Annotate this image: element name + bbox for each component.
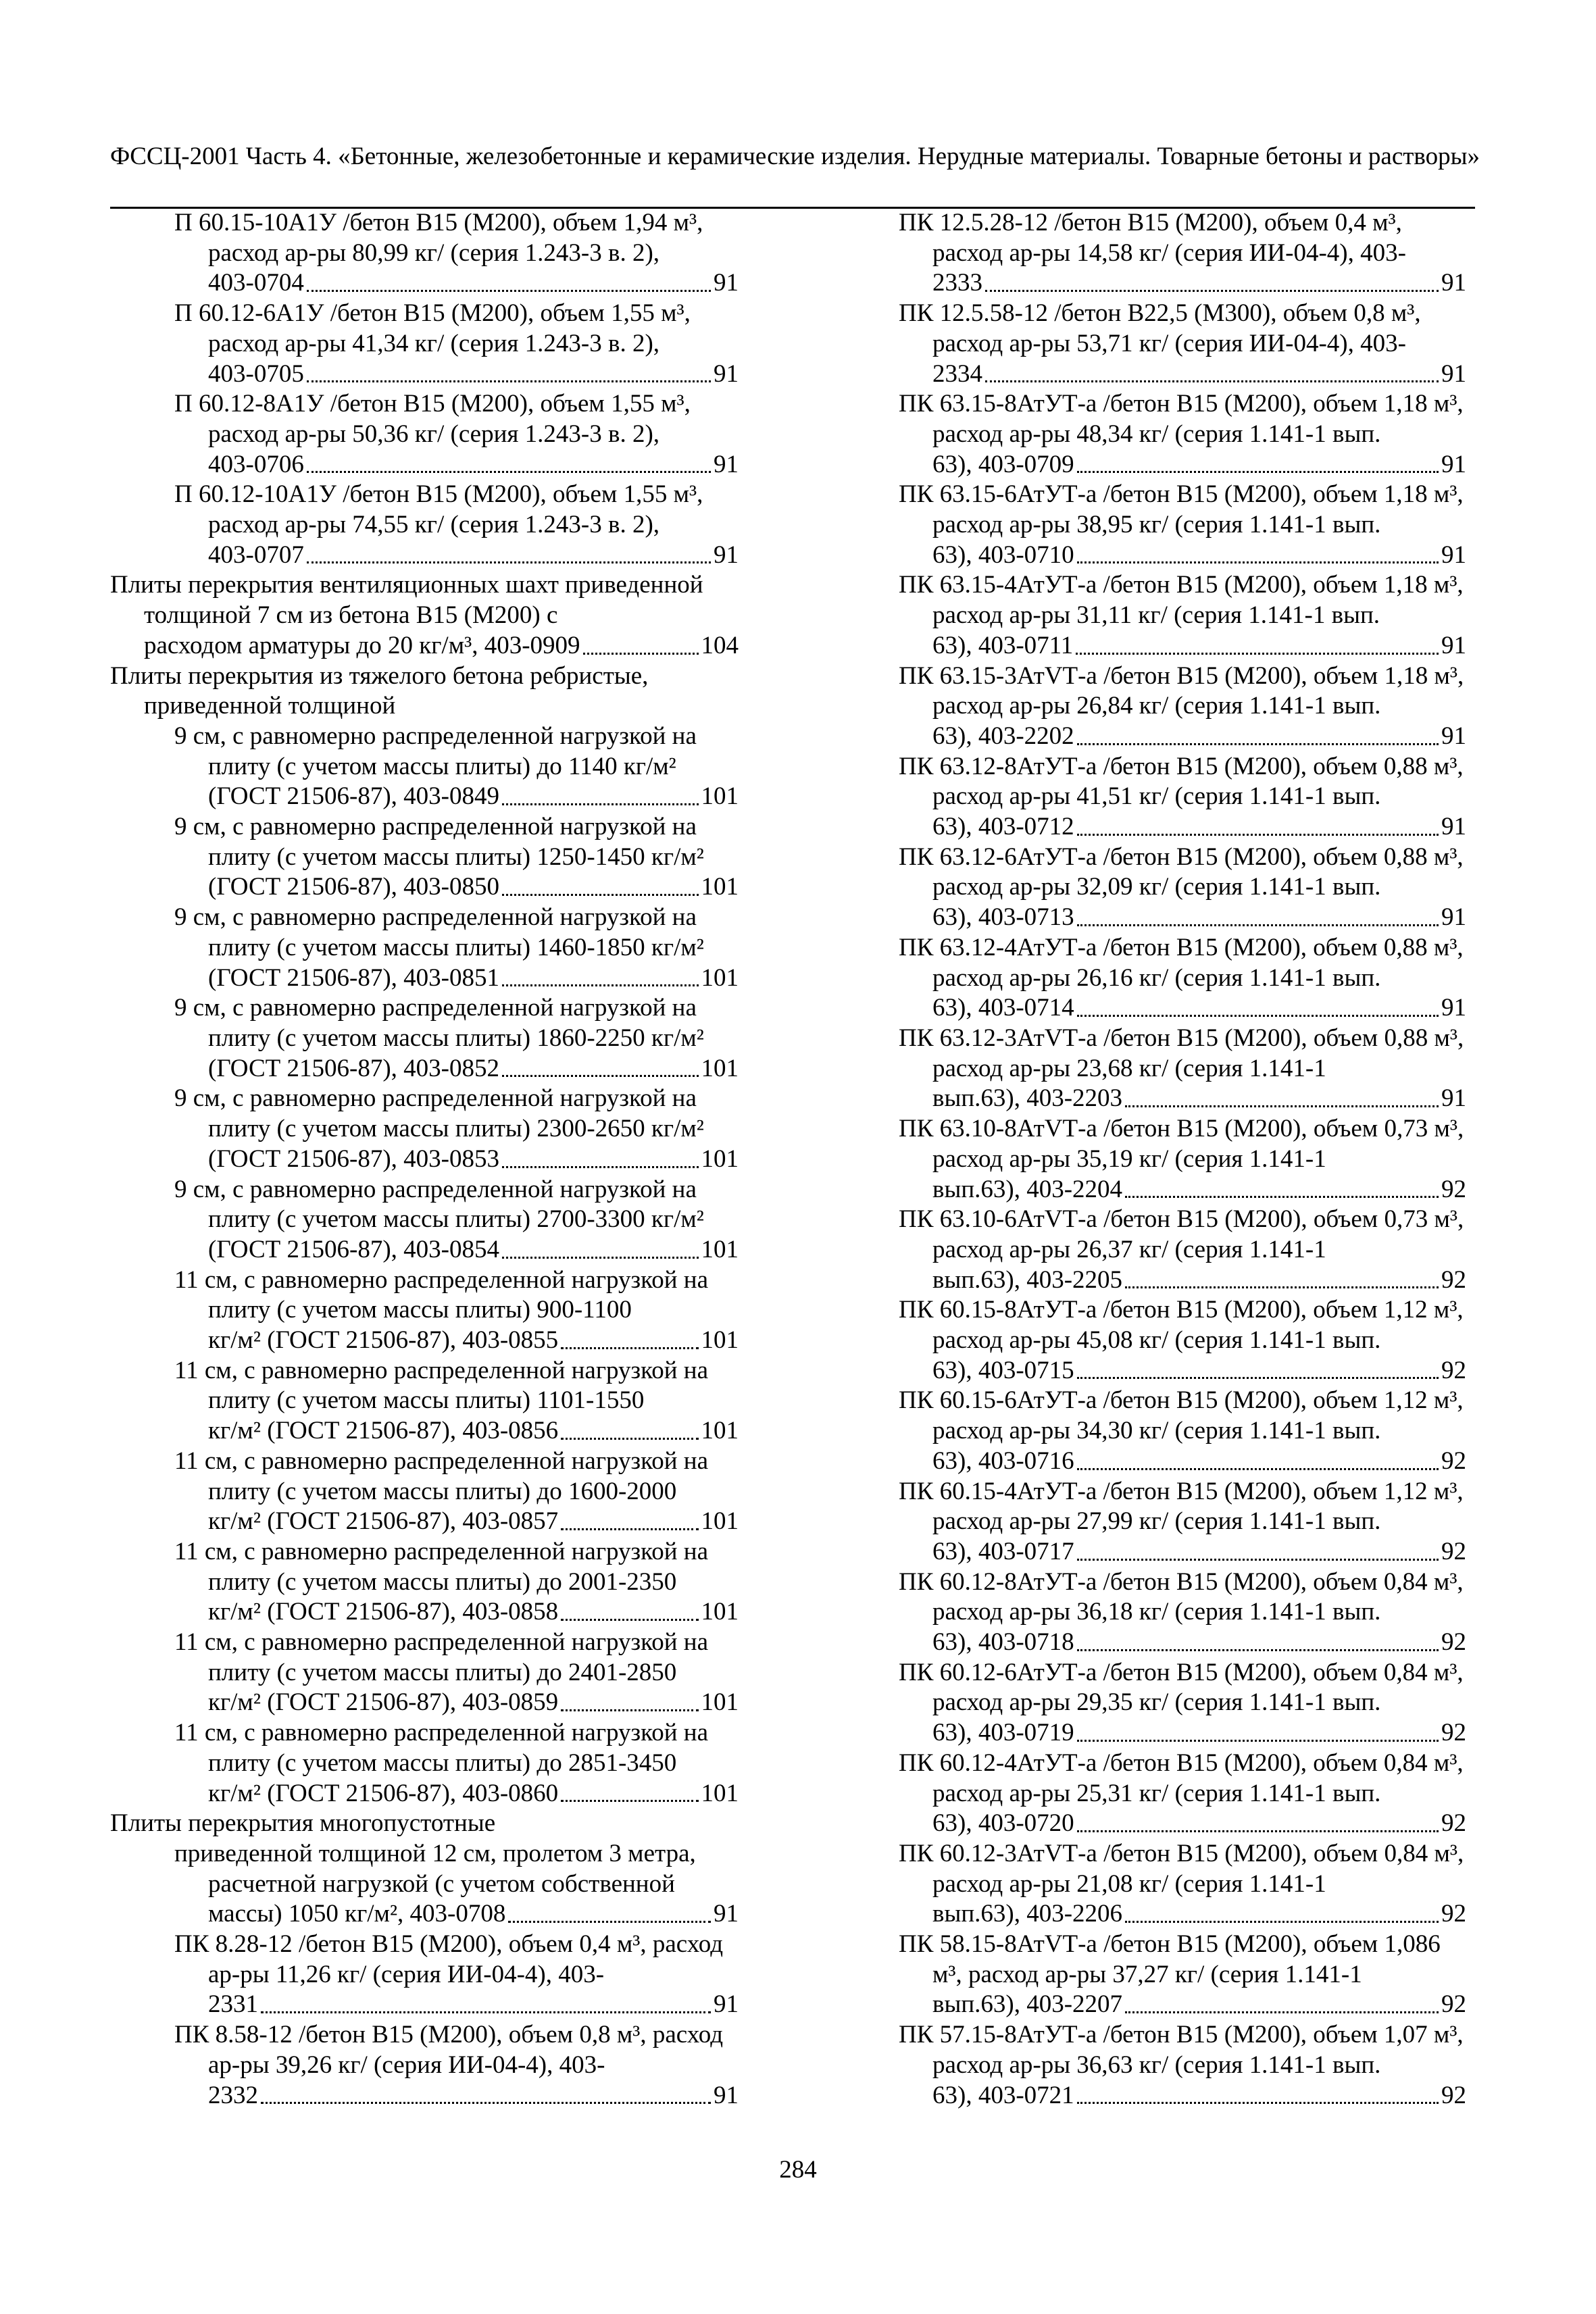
entry-page-ref: 91 <box>1441 722 1466 750</box>
entry-page-ref: 104 <box>701 631 739 659</box>
entry-text: ПК 60.12-3АтVТ-а /бетон В15 (М200), объем 0,84 м³, расход ар-ры 21,08 кг/ (серия 1.141-1 <box>899 1839 1464 1898</box>
entry-page-ref: 101 <box>701 782 739 811</box>
entry-code: 63), 403-0711 <box>932 631 1074 659</box>
dot-leader <box>561 1438 698 1440</box>
index-entry <box>899 1567 1466 1658</box>
entry-leader-line <box>208 1507 739 1537</box>
entry-page-ref: 92 <box>1441 1900 1466 1928</box>
entry-text: ПК 8.28-12 /бетон В15 (М200), объем 0,4 м³, расход ар-ры 11,26 кг/ (серия ИИ-04-4), 403- <box>174 1930 724 1988</box>
index-entry <box>110 1447 739 1537</box>
entry-text: ПК 12.5.58-12 /бетон В22,5 (М300), объем 0,8 м³, расход ар-ры 53,71 кг/ (серия ИИ-04-4), 403- <box>899 299 1421 357</box>
entry-code: 63), 403-0714 <box>932 994 1074 1022</box>
entry-leader-line <box>932 812 1466 842</box>
entry-leader-line <box>932 2081 1466 2111</box>
entry-leader-line <box>208 1597 739 1628</box>
entry-text: ПК 60.12-4АтУТ-а /бетон В15 (М200), объем 0,84 м³, расход ар-ры 25,31 кг/ (серия 1.141-1 вып. <box>899 1749 1464 1807</box>
entry-page-ref: 101 <box>701 1598 739 1626</box>
entry-leader-line <box>932 1718 1466 1749</box>
entry-text: ПК 63.15-8АтУТ-а /бетон В15 (М200), объем 1,18 м³, расход ар-ры 48,34 кг/ (серия 1.141-1 вып. <box>899 390 1464 448</box>
index-entry <box>110 1809 739 1839</box>
index-entry <box>899 208 1466 299</box>
entry-leader-line <box>208 1899 739 1930</box>
entry-page-ref: 91 <box>1441 631 1466 659</box>
entry-code: вып.63), 403-2205 <box>932 1265 1123 1294</box>
entry-leader-line <box>208 1990 739 2020</box>
entry-page-ref: 91 <box>1441 994 1466 1022</box>
index-entry <box>899 1386 1466 1476</box>
entry-leader-line <box>932 1356 1466 1386</box>
page-number: 284 <box>779 2156 817 2184</box>
dot-leader <box>307 561 711 563</box>
index-entry <box>899 480 1466 570</box>
entry-page-ref: 101 <box>701 1145 739 1173</box>
entry-text: 11 см, с равномерно распределенной нагрузкой на плиту (с учетом массы плиты) до 2851-3450 <box>174 1719 709 1777</box>
entry-code: 63), 403-0713 <box>932 903 1074 932</box>
entry-leader-line <box>932 1175 1466 1205</box>
entry-code: 63), 403-0721 <box>932 2081 1074 2109</box>
entry-text: П 60.15-10А1У /бетон В15 (М200), объем 1,94 м³, расход ар-ры 80,99 кг/ (серия 1.243-3 в. 2), <box>174 209 703 267</box>
entry-page-ref: 92 <box>1441 2081 1466 2109</box>
entry-leader-line <box>932 903 1466 933</box>
entry-text: П 60.12-8А1У /бетон В15 (М200), объем 1,55 м³, расход ар-ры 50,36 кг/ (серия 1.243-3 в. 2), <box>174 390 691 448</box>
entry-leader-line <box>932 540 1466 571</box>
dot-leader <box>307 380 711 382</box>
index-entry <box>899 389 1466 480</box>
index-entry <box>110 299 739 389</box>
entry-page-ref: 101 <box>701 963 739 992</box>
dot-leader <box>1077 1468 1439 1470</box>
entry-text: 9 см, с равномерно распределенной нагрузкой на плиту (с учетом массы плиты) 2300-2650 кг/м² <box>174 1084 704 1143</box>
header-title: ФССЦ-2001 Часть 4. «Бетонные, железобетонные и керамические изделия. Нерудные материалы. Товарные бетоны и растворы» <box>110 143 1480 170</box>
entry-text: ПК 60.15-6АтУТ-а /бетон В15 (М200), объем 1,12 м³, расход ар-ры 34,30 кг/ (серия 1.141-1 вып. <box>899 1386 1464 1445</box>
index-entry <box>899 1839 1466 1930</box>
entry-text: 9 см, с равномерно распределенной нагрузкой на плиту (с учетом массы плиты) 2700-3300 кг/м² <box>174 1175 704 1234</box>
dot-leader <box>561 1709 698 1711</box>
entry-leader-line <box>932 993 1466 1024</box>
entry-page-ref: 91 <box>714 359 739 388</box>
entry-leader-line <box>932 1084 1466 1114</box>
index-entry <box>110 993 739 1084</box>
entry-page-ref: 91 <box>714 1900 739 1928</box>
index-column-left <box>110 208 739 2111</box>
entry-leader-line <box>144 631 739 661</box>
dot-leader <box>985 290 1439 292</box>
dot-leader <box>261 2011 711 2013</box>
entry-text: ПК 60.15-4АтУТ-а /бетон В15 (М200), объем 1,12 м³, расход ар-ры 27,99 кг/ (серия 1.141-1 вып. <box>899 1477 1464 1536</box>
dot-leader <box>502 984 699 986</box>
entry-page-ref: 91 <box>1441 903 1466 932</box>
entry-text: 11 см, с равномерно распределенной нагрузкой на плиту (с учетом массы плиты) 900-1100 <box>174 1265 709 1324</box>
entry-text: ПК 63.12-4АтУТ-а /бетон В15 (М200), объем 0,88 м³, расход ар-ры 26,16 кг/ (серия 1.141-1 вып. <box>899 933 1464 992</box>
entry-leader-line <box>208 1145 739 1175</box>
entry-text: приведенной толщиной 12 см, пролетом 3 метра, расчетной нагрузкой (с учетом собственной <box>174 1839 696 1898</box>
index-entry <box>110 1718 739 1809</box>
entry-page-ref: 91 <box>714 269 739 297</box>
entry-code: 63), 403-0710 <box>932 540 1074 569</box>
index-entry <box>110 1628 739 1718</box>
entry-text: 11 см, с равномерно распределенной нагрузкой на плиту (с учетом массы плиты) 1101-1550 <box>174 1356 709 1415</box>
index-entry <box>110 812 739 903</box>
index-entry <box>110 1084 739 1174</box>
entry-leader-line <box>932 359 1466 390</box>
entry-page-ref: 101 <box>701 1417 739 1445</box>
entry-leader-line <box>932 1447 1466 1477</box>
dot-leader <box>561 1528 698 1530</box>
entry-code: (ГОСТ 21506-87), 403-0849 <box>208 782 499 811</box>
entry-leader-line <box>932 1899 1466 1930</box>
entry-text: ПК 63.15-3АтVТ-а /бетон В15 (М200), объем 1,18 м³, расход ар-ры 26,84 кг/ (серия 1.141-1 вып. <box>899 661 1464 720</box>
index-entry <box>110 1930 739 2020</box>
dot-leader <box>1077 1559 1439 1561</box>
entry-leader-line <box>208 540 739 571</box>
entry-text: Плиты перекрытия из тяжелого бетона ребристые, приведенной толщиной <box>110 661 649 720</box>
entry-page-ref: 92 <box>1441 1175 1466 1203</box>
dot-leader <box>1125 2011 1439 2013</box>
entry-code: 2331 <box>208 1990 258 2019</box>
entry-leader-line <box>208 872 739 903</box>
entry-code: 63), 403-0719 <box>932 1719 1074 1747</box>
index-entry <box>110 903 739 993</box>
dot-leader <box>307 290 711 292</box>
dot-leader <box>502 1166 699 1168</box>
entry-page-ref: 101 <box>701 1326 739 1355</box>
entry-code: кг/м² (ГОСТ 21506-87), 403-0855 <box>208 1326 559 1355</box>
index-column-right <box>899 208 1466 2111</box>
entry-code: 403-0705 <box>208 359 304 388</box>
entry-text: Плиты перекрытия многопустотные <box>110 1809 496 1838</box>
index-entry <box>899 299 1466 389</box>
entry-code: 63), 403-0717 <box>932 1537 1074 1565</box>
entry-text: ПК 63.12-3АтVТ-а /бетон В15 (М200), объем 0,88 м³, расход ар-ры 23,68 кг/ (серия 1.141-1 <box>899 1024 1464 1082</box>
entry-code: кг/м² (ГОСТ 21506-87), 403-0856 <box>208 1417 559 1445</box>
entry-code: 2334 <box>932 359 982 388</box>
entry-code: кг/м² (ГОСТ 21506-87), 403-0858 <box>208 1598 559 1626</box>
entry-page-ref: 91 <box>1441 540 1466 569</box>
entry-code: 63), 403-0718 <box>932 1628 1074 1657</box>
entry-code: (ГОСТ 21506-87), 403-0852 <box>208 1054 499 1082</box>
entry-leader-line <box>932 1809 1466 1839</box>
entry-page-ref: 92 <box>1441 1537 1466 1565</box>
entry-text: ПК 63.12-8АтУТ-а /бетон В15 (М200), объем 0,88 м³, расход ар-ры 41,51 кг/ (серия 1.141-1 вып. <box>899 752 1464 811</box>
dot-leader <box>1077 561 1439 563</box>
dot-leader <box>583 653 699 655</box>
entry-code: вып.63), 403-2204 <box>932 1175 1123 1203</box>
dot-leader <box>307 471 711 473</box>
dot-leader <box>1077 1740 1439 1742</box>
entry-leader-line <box>208 268 739 299</box>
dot-leader <box>1077 743 1439 745</box>
entry-code: кг/м² (ГОСТ 21506-87), 403-0860 <box>208 1779 559 1807</box>
entry-page-ref: 91 <box>714 1990 739 2019</box>
entry-code: кг/м² (ГОСТ 21506-87), 403-0857 <box>208 1507 559 1536</box>
entry-code: 63), 403-0720 <box>932 1809 1074 1838</box>
dot-leader <box>1077 1015 1439 1017</box>
entry-page-ref: 92 <box>1441 1447 1466 1475</box>
entry-page-ref: 91 <box>1441 269 1466 297</box>
entry-leader-line <box>208 2081 739 2111</box>
entry-page-ref: 91 <box>714 2081 739 2109</box>
dot-leader <box>1077 2102 1439 2104</box>
index-entry <box>899 842 1466 933</box>
entry-leader-line <box>208 1688 739 1718</box>
entry-page-ref: 91 <box>1441 813 1466 841</box>
entry-page-ref: 91 <box>714 450 739 478</box>
dot-leader <box>1077 1830 1439 1832</box>
entry-text: ПК 8.58-12 /бетон В15 (М200), объем 0,8 м³, расход ар-ры 39,26 кг/ (серия ИИ-04-4), 403- <box>174 2021 724 2079</box>
entry-page-ref: 91 <box>1441 359 1466 388</box>
dot-leader <box>1125 1921 1439 1923</box>
entry-leader-line <box>208 450 739 480</box>
page-header <box>110 141 1502 173</box>
entry-page-ref: 92 <box>1441 1356 1466 1384</box>
entry-text: 9 см, с равномерно распределенной нагрузкой на плиту (с учетом массы плиты) 1460-1850 кг/м² <box>174 903 704 961</box>
entry-text: П 60.12-10А1У /бетон В15 (М200), объем 1,55 м³, расход ар-ры 74,55 кг/ (серия 1.243-3 в. 2), <box>174 480 703 539</box>
entry-leader-line <box>932 1537 1466 1567</box>
entry-page-ref: 101 <box>701 1235 739 1263</box>
entry-leader-line <box>932 631 1466 661</box>
dot-leader <box>1125 1105 1439 1107</box>
entry-code: (ГОСТ 21506-87), 403-0850 <box>208 873 499 901</box>
index-entry <box>110 480 739 570</box>
entry-leader-line <box>932 1265 1466 1296</box>
entry-code: 63), 403-2202 <box>932 722 1074 750</box>
entry-code: 63), 403-0715 <box>932 1356 1074 1384</box>
entry-code: 63), 403-0716 <box>932 1447 1074 1475</box>
entry-text: ПК 63.10-6АтVТ-а /бетон В15 (М200), объем 0,73 м³, расход ар-ры 26,37 кг/ (серия 1.141-1 <box>899 1205 1464 1263</box>
index-entry <box>899 1295 1466 1386</box>
index-entry <box>110 208 739 299</box>
entry-page-ref: 101 <box>701 1507 739 1536</box>
entry-page-ref: 101 <box>701 1054 739 1082</box>
index-entry <box>899 1114 1466 1205</box>
entry-code: 63), 403-0712 <box>932 813 1074 841</box>
entry-page-ref: 91 <box>1441 1084 1466 1113</box>
entry-text: ПК 57.15-8АтУТ-а /бетон В15 (М200), объем 1,07 м³, расход ар-ры 36,63 кг/ (серия 1.141-1 вып. <box>899 2021 1464 2079</box>
entry-text: ПК 63.15-6АтУТ-а /бетон В15 (М200), объем 1,18 м³, расход ар-ры 38,95 кг/ (серия 1.141-1 вып. <box>899 480 1464 539</box>
entry-page-ref: 101 <box>701 873 739 901</box>
entry-text: ПК 60.12-8АтУТ-а /бетон В15 (М200), объем 0,84 м³, расход ар-ры 36,18 кг/ (серия 1.141-1 вып. <box>899 1567 1464 1626</box>
index-entry <box>110 1356 739 1447</box>
index-entry <box>899 1205 1466 1295</box>
entry-leader-line <box>208 1326 739 1356</box>
entry-page-ref: 91 <box>714 540 739 569</box>
entry-text: ПК 63.10-8АтVТ-а /бетон В15 (М200), объем 0,73 м³, расход ар-ры 35,19 кг/ (серия 1.141-1 <box>899 1115 1464 1173</box>
entry-code: 403-0707 <box>208 540 304 569</box>
entry-text: 9 см, с равномерно распределенной нагрузкой на плиту (с учетом массы плиты) 1860-2250 кг/м² <box>174 994 704 1052</box>
entry-leader-line <box>932 268 1466 299</box>
dot-leader <box>502 894 699 896</box>
index-entry <box>110 570 739 661</box>
index-entry <box>110 722 739 812</box>
entry-page-ref: 92 <box>1441 1719 1466 1747</box>
dot-leader <box>561 1619 698 1621</box>
entry-text: ПК 60.12-6АтУТ-а /бетон В15 (М200), объем 0,84 м³, расход ар-ры 29,35 кг/ (серия 1.141-1 вып. <box>899 1658 1464 1717</box>
index-entry <box>899 1024 1466 1114</box>
dot-leader <box>502 803 699 805</box>
dot-leader <box>1077 1649 1439 1651</box>
entry-leader-line <box>208 1054 739 1084</box>
entry-code: вып.63), 403-2207 <box>932 1990 1123 2019</box>
entry-leader-line <box>932 450 1466 480</box>
dot-leader <box>1125 1286 1439 1288</box>
entry-code: вып.63), 403-2206 <box>932 1900 1123 1928</box>
entry-leader-line <box>208 1235 739 1265</box>
entry-code: 2333 <box>932 269 982 297</box>
dot-leader <box>1077 471 1439 473</box>
entry-text: ПК 58.15-8АтVТ-а /бетон В15 (М200), объем 1,086 м³, расход ар-ры 37,27 кг/ (серия 1.141-1 <box>899 1930 1441 1988</box>
entry-code: (ГОСТ 21506-87), 403-0853 <box>208 1145 499 1173</box>
entry-text: ПК 12.5.28-12 /бетон В15 (М200), объем 0,4 м³, расход ар-ры 14,58 кг/ (серия ИИ-04-4), 403- <box>899 209 1406 267</box>
entry-leader-line <box>932 1990 1466 2020</box>
index-entry <box>899 1930 1466 2020</box>
dot-leader <box>1076 653 1439 655</box>
entry-text: ПК 60.15-8АтУТ-а /бетон В15 (М200), объем 1,12 м³, расход ар-ры 45,08 кг/ (серия 1.141-1 вып. <box>899 1296 1464 1355</box>
entry-text: 9 см, с равномерно распределенной нагрузкой на плиту (с учетом массы плиты) до 1140 кг/м² <box>174 722 697 780</box>
entry-page-ref: 92 <box>1441 1990 1466 2019</box>
entry-text: 11 см, с равномерно распределенной нагрузкой на плиту (с учетом массы плиты) до 2401-2850 <box>174 1628 709 1686</box>
entry-leader-line <box>932 722 1466 752</box>
dot-leader <box>985 380 1439 382</box>
entry-code: 2332 <box>208 2081 258 2109</box>
dot-leader <box>508 1921 711 1923</box>
index-entry <box>899 1749 1466 1839</box>
entry-leader-line <box>208 782 739 812</box>
index-entry <box>110 661 739 722</box>
index-entry <box>899 1477 1466 1567</box>
dot-leader <box>1125 1196 1439 1198</box>
entry-text: 9 см, с равномерно распределенной нагрузкой на плиту (с учетом массы плиты) 1250-1450 кг/м² <box>174 813 704 871</box>
entry-leader-line <box>208 1416 739 1447</box>
entry-leader-line <box>208 963 739 994</box>
index-entry <box>899 933 1466 1024</box>
dot-leader <box>1077 1377 1439 1379</box>
entry-code: 63), 403-0709 <box>932 450 1074 478</box>
index-entry <box>110 1175 739 1265</box>
index-entry <box>899 570 1466 661</box>
entry-page-ref: 101 <box>701 1779 739 1807</box>
entry-page-ref: 92 <box>1441 1809 1466 1838</box>
entry-page-ref: 92 <box>1441 1628 1466 1657</box>
entry-page-ref: 101 <box>701 1688 739 1717</box>
entry-code: (ГОСТ 21506-87), 403-0854 <box>208 1235 499 1263</box>
entry-text: П 60.12-6А1У /бетон В15 (М200), объем 1,55 м³, расход ар-ры 41,34 кг/ (серия 1.243-3 в. 2), <box>174 299 691 357</box>
dot-leader <box>561 1800 698 1802</box>
entry-page-ref: 91 <box>1441 450 1466 478</box>
index-entry <box>110 1265 739 1356</box>
entry-text: 11 см, с равномерно распределенной нагрузкой на плиту (с учетом массы плиты) до 2001-2350 <box>174 1537 709 1596</box>
entry-leader-line <box>932 1628 1466 1658</box>
index-entry <box>110 1537 739 1628</box>
entry-page-ref: 92 <box>1441 1265 1466 1294</box>
dot-leader <box>502 1075 699 1077</box>
dot-leader <box>502 1257 699 1259</box>
entry-leader-line <box>208 1779 739 1809</box>
dot-leader <box>561 1347 698 1349</box>
entry-code: 403-0704 <box>208 269 304 297</box>
entry-code: расходом арматуры до 20 кг/м³, 403-0909 <box>144 631 580 659</box>
index-entry <box>110 2020 739 2111</box>
index-entry <box>899 661 1466 752</box>
entry-code: кг/м² (ГОСТ 21506-87), 403-0859 <box>208 1688 559 1717</box>
dot-leader <box>1077 924 1439 926</box>
entry-leader-line <box>208 359 739 390</box>
entry-text: ПК 63.15-4АтУТ-а /бетон В15 (М200), объем 1,18 м³, расход ар-ры 31,11 кг/ (серия 1.141-1 вып. <box>899 571 1464 630</box>
entry-code: вып.63), 403-2203 <box>932 1084 1123 1113</box>
entry-text: 11 см, с равномерно распределенной нагрузкой на плиту (с учетом массы плиты) до 1600-2000 <box>174 1447 709 1505</box>
index-entry <box>110 389 739 480</box>
entry-text: Плиты перекрытия вентиляционных шахт приведенной толщиной 7 см из бетона В15 (М200) с <box>110 571 703 630</box>
index-entry <box>899 1658 1466 1749</box>
entry-code: массы) 1050 кг/м², 403-0708 <box>208 1900 506 1928</box>
index-entry <box>899 752 1466 842</box>
index-entry <box>899 2020 1466 2111</box>
entry-code: (ГОСТ 21506-87), 403-0851 <box>208 963 499 992</box>
dot-leader <box>261 2102 711 2104</box>
entry-text: ПК 63.12-6АтУТ-а /бетон В15 (М200), объем 0,88 м³, расход ар-ры 32,09 кг/ (серия 1.141-1 вып. <box>899 842 1464 901</box>
index-entry <box>110 1839 739 1930</box>
dot-leader <box>1077 834 1439 836</box>
entry-code: 403-0706 <box>208 450 304 478</box>
